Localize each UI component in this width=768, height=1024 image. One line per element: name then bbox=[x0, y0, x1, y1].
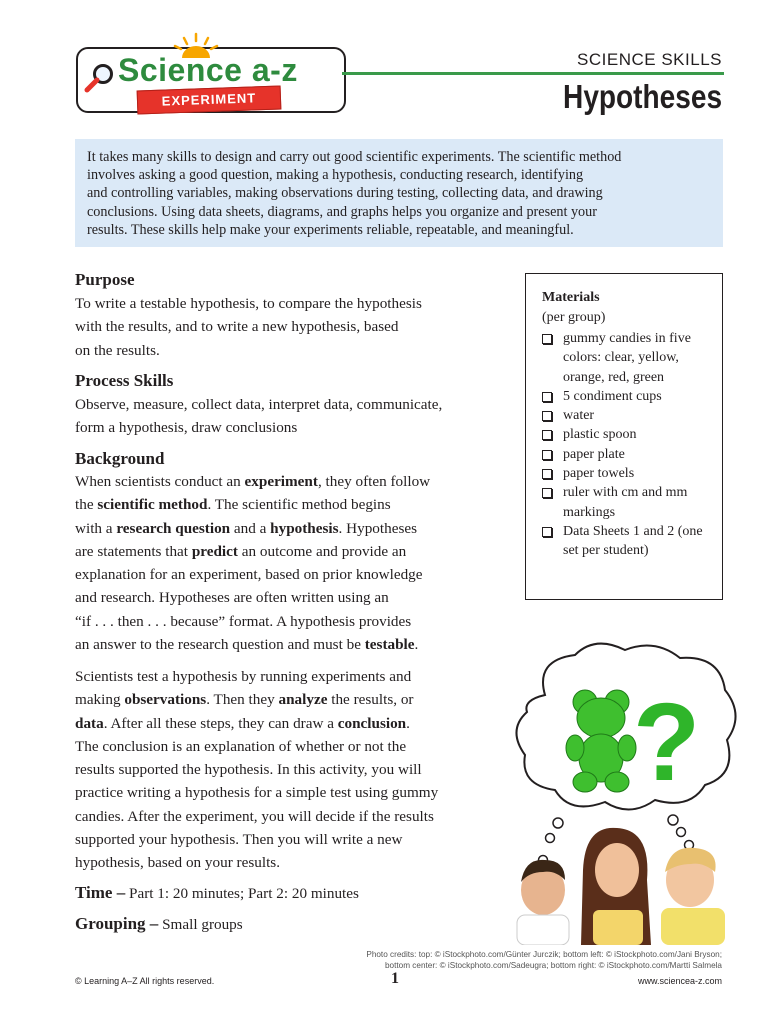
term-analyze: analyze bbox=[278, 691, 328, 709]
intro-line: results. These skills help make your experiments reliable, repeatable, and meaningful. bbox=[87, 221, 574, 238]
child-left-photo bbox=[517, 860, 569, 945]
photo-credit-line: bottom center: © iStockphoto.com/Sadeugra; bottom right: © iStockphoto.com/Martti Salmela bbox=[385, 960, 722, 970]
background-line: practice writing a hypothesis for a simple test using gummy bbox=[75, 784, 439, 802]
background-line: making observations. Then they analyze the results, or bbox=[75, 691, 414, 709]
gummy-bear-icon bbox=[566, 690, 636, 792]
materials-item: Data Sheets 1 and 2 (one set per student) bbox=[542, 522, 718, 561]
term-conclusion: conclusion bbox=[337, 714, 407, 732]
page-number: 1 bbox=[391, 970, 399, 987]
checkbox-icon bbox=[542, 450, 552, 460]
website-link[interactable]: www.sciencea-z.com bbox=[637, 976, 722, 986]
logo-banner: EXPERIMENT bbox=[137, 85, 282, 114]
materials-item: paper plate bbox=[542, 445, 718, 464]
background-line: are statements that predict an outcome and provide an bbox=[75, 542, 407, 560]
purpose-line: on the results. bbox=[75, 341, 160, 359]
logo-text: Science a-z bbox=[118, 52, 298, 88]
background-line: data. After all these steps, they can draw a conclusion. bbox=[75, 714, 410, 732]
background-line: hypothesis, based on your results. bbox=[75, 854, 281, 872]
process-skills-text bbox=[75, 393, 442, 440]
materials-title: Materials bbox=[542, 290, 600, 305]
checkbox-icon bbox=[542, 411, 552, 421]
child-center-photo bbox=[581, 828, 651, 945]
checkbox-icon bbox=[542, 469, 552, 479]
materials-item: ruler with cm and mm markings bbox=[542, 483, 718, 522]
process-skills-line: Observe, measure, collect data, interpret data, communicate, bbox=[75, 396, 443, 413]
intro-line: involves asking a good question, making a hypothesis, conducting research, identifying bbox=[87, 167, 584, 184]
checkbox-icon bbox=[542, 488, 552, 498]
background-line: The conclusion is an explanation of whether or not the bbox=[75, 737, 407, 755]
background-line: explanation for an experiment, based on prior knowledge bbox=[75, 566, 423, 584]
grouping-value: Small groups bbox=[158, 916, 243, 933]
background-line: When scientists conduct an experiment, they often follow bbox=[75, 473, 431, 490]
intro-line: and controlling variables, making observations during testing, collecting data, and drawing bbox=[87, 185, 603, 202]
photo-credit-line: Photo credits: top: © iStockphoto.com/Günter Jurczik; bottom left: © iStockphoto.com/Jani Bryson; bbox=[366, 950, 722, 959]
child-right-photo bbox=[661, 848, 725, 945]
background-line: candies. After the experiment, you will decide if the results bbox=[75, 807, 434, 825]
materials-item: paper towels bbox=[542, 464, 718, 483]
thought-bubble-illustration bbox=[505, 640, 745, 945]
checkbox-icon bbox=[542, 527, 552, 537]
intro-text bbox=[87, 148, 715, 239]
process-skills-line: form a hypothesis, draw conclusions bbox=[75, 419, 298, 437]
magnifier-icon bbox=[82, 62, 116, 96]
background-paragraph-2 bbox=[75, 665, 438, 875]
background-line: with a research question and a hypothesis. Hypotheses bbox=[75, 519, 418, 537]
term-observations: observations bbox=[124, 691, 207, 709]
background-heading: Background bbox=[75, 449, 165, 468]
question-mark-icon: ? bbox=[633, 681, 701, 804]
background-line: the scientific method. The scientific method begins bbox=[75, 496, 391, 514]
materials-item: gummy candies in five colors: clear, yellow, orange, red, green bbox=[542, 329, 718, 387]
term-hypothesis: hypothesis bbox=[270, 519, 339, 537]
checkbox-icon bbox=[542, 430, 552, 440]
photo-credits bbox=[340, 950, 722, 971]
background-line: and research. Hypotheses are often written using an bbox=[75, 589, 389, 607]
background-line: supported your hypothesis. Then you will write a new bbox=[75, 831, 403, 849]
term-predict: predict bbox=[191, 542, 238, 560]
term-testable: testable bbox=[364, 636, 415, 654]
intro-line: It takes many skills to design and carry out good scientific experiments. The scientific method bbox=[87, 149, 622, 165]
time-line bbox=[75, 881, 359, 905]
purpose-line: To write a testable hypothesis, to compare the hypothesis bbox=[75, 295, 422, 312]
grouping-line bbox=[75, 912, 243, 936]
purpose-line: with the results, and to write a new hypothesis, based bbox=[75, 318, 399, 336]
background-line: an answer to the research question and must be testable. bbox=[75, 636, 419, 654]
materials-item: plastic spoon bbox=[542, 425, 718, 444]
background-line: results supported the hypothesis. In this activity, you will bbox=[75, 761, 422, 779]
checkbox-icon bbox=[542, 392, 552, 402]
materials-item: 5 condiment cups bbox=[542, 387, 718, 406]
grouping-label: Grouping – bbox=[75, 914, 159, 933]
intro-line: conclusions. Using data sheets, diagrams, and graphs helps you organize and present your bbox=[87, 203, 597, 220]
section-label: SCIENCE SKILLS bbox=[577, 50, 722, 69]
process-skills-heading: Process Skills bbox=[75, 371, 174, 390]
term-experiment: experiment bbox=[244, 473, 318, 490]
background-paragraph-1 bbox=[75, 470, 430, 656]
time-value: Part 1: 20 minutes; Part 2: 20 minutes bbox=[125, 885, 359, 902]
checkbox-icon bbox=[542, 334, 552, 344]
purpose-heading: Purpose bbox=[75, 270, 135, 289]
background-line: Scientists test a hypothesis by running experiments and bbox=[75, 668, 412, 685]
materials-list bbox=[542, 329, 718, 561]
header-rule bbox=[342, 72, 724, 75]
materials-subtitle: (per group) bbox=[542, 310, 606, 325]
page-title: Hypotheses bbox=[562, 78, 722, 115]
materials-item: water bbox=[542, 406, 718, 425]
term-research-question: research question bbox=[116, 519, 231, 537]
time-label: Time – bbox=[75, 883, 126, 902]
purpose-text bbox=[75, 292, 422, 362]
background-line: “if . . . then . . . because” format. A hypothesis provides bbox=[75, 612, 412, 630]
term-scientific-method: scientific method bbox=[97, 496, 208, 514]
copyright: © Learning A–Z All rights reserved. bbox=[75, 976, 215, 986]
term-data: data bbox=[75, 714, 104, 732]
